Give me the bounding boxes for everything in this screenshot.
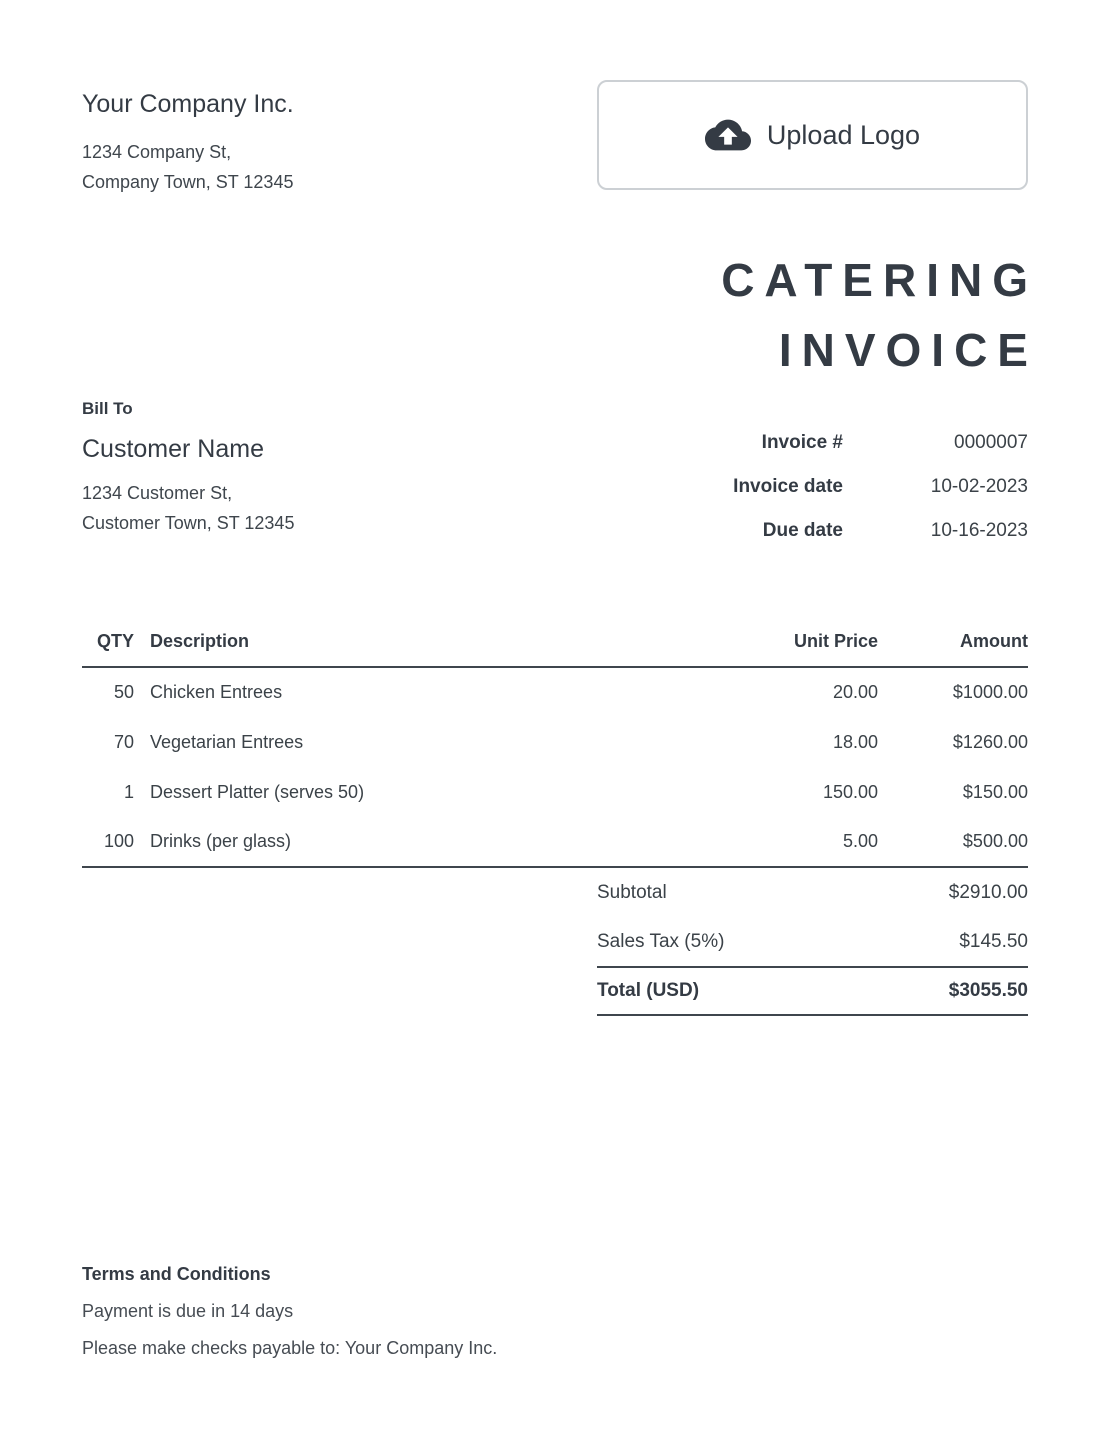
item-qty: 1 (123, 781, 134, 802)
item-amount: $1260.00 (952, 731, 1028, 752)
totals-section (597, 868, 1028, 1016)
customer-address (82, 478, 294, 538)
header (82, 0, 1028, 197)
company-address (82, 137, 294, 197)
terms-line1: Payment is due in 14 days (82, 1301, 294, 1321)
line-items-table (82, 631, 1028, 868)
company-info (82, 80, 294, 197)
customer-address-line2: Customer Town, ST 12345 (82, 513, 295, 533)
invoice-meta (597, 421, 1028, 553)
document-title-line1: CATERING (721, 254, 1038, 306)
terms-section (82, 1264, 1028, 1359)
terms-line2: Please make checks payable to: Your Company Inc. (82, 1338, 498, 1358)
company-name: Your Company Inc. (82, 90, 294, 118)
item-amount: $500.00 (878, 817, 1028, 867)
due-date-value: 10-16-2023 (930, 520, 1028, 541)
item-description: Vegetarian Entrees (150, 731, 304, 752)
unit-price-header: Unit Price (728, 631, 878, 667)
item-qty: 70 (113, 731, 134, 752)
grand-total-label: Total (USD) (597, 980, 700, 1001)
invoice-number-row (597, 421, 1028, 465)
table-row (82, 717, 1028, 767)
document-title (82, 245, 1038, 385)
subtotal-row (597, 868, 1028, 917)
amount-header: Amount (878, 631, 1028, 667)
table-row (82, 817, 1028, 867)
customer-name: Customer Name (82, 435, 264, 463)
item-description: Dessert Platter (serves 50) (150, 781, 365, 802)
customer-address-line1: 1234 Customer St, (82, 483, 233, 503)
cloud-upload-icon (705, 112, 751, 158)
bill-to-label: Bill To (82, 399, 133, 418)
item-unit-price: 20.00 (832, 682, 878, 702)
description-header: Description (134, 631, 728, 667)
sales-tax-label: Sales Tax (5%) (597, 930, 725, 952)
table-row (82, 667, 1028, 717)
invoice-number-value: 0000007 (954, 432, 1028, 453)
terms-heading: Terms and Conditions (82, 1264, 271, 1284)
table-header-row (82, 631, 1028, 667)
sales-tax-row (597, 917, 1028, 966)
item-qty: 100 (82, 817, 134, 867)
table-row (82, 767, 1028, 817)
item-unit-price: 18.00 (832, 731, 878, 752)
subtotal-value: $2910.00 (948, 881, 1028, 903)
info-section (82, 399, 1028, 553)
company-address-line2: Company Town, ST 12345 (82, 172, 294, 192)
sales-tax-value: $145.50 (959, 930, 1028, 952)
item-qty: 50 (113, 682, 134, 702)
item-amount: $1000.00 (952, 682, 1028, 702)
item-unit-price: 150.00 (822, 781, 878, 802)
document-title-line2: INVOICE (778, 324, 1038, 376)
item-unit-price: 5.00 (728, 817, 878, 867)
subtotal-label: Subtotal (597, 881, 667, 903)
bill-to-section (82, 399, 294, 553)
invoice-date-value: 10-02-2023 (930, 476, 1028, 497)
invoice-date-label: Invoice date (733, 476, 843, 497)
upload-logo-label: Upload Logo (766, 119, 921, 150)
due-date-label: Due date (762, 520, 843, 541)
qty-header: QTY (82, 631, 134, 667)
due-date-row (597, 509, 1028, 553)
invoice-date-row (597, 465, 1028, 509)
item-description: Chicken Entrees (150, 682, 283, 702)
grand-total-value: $3055.50 (948, 980, 1028, 1001)
upload-logo-button[interactable] (597, 80, 1028, 190)
invoice-number-label: Invoice # (761, 432, 843, 453)
company-address-line1: 1234 Company St, (82, 142, 232, 162)
grand-total-row (597, 966, 1028, 1016)
item-amount: $150.00 (962, 781, 1028, 802)
item-description: Drinks (per glass) (134, 817, 728, 867)
